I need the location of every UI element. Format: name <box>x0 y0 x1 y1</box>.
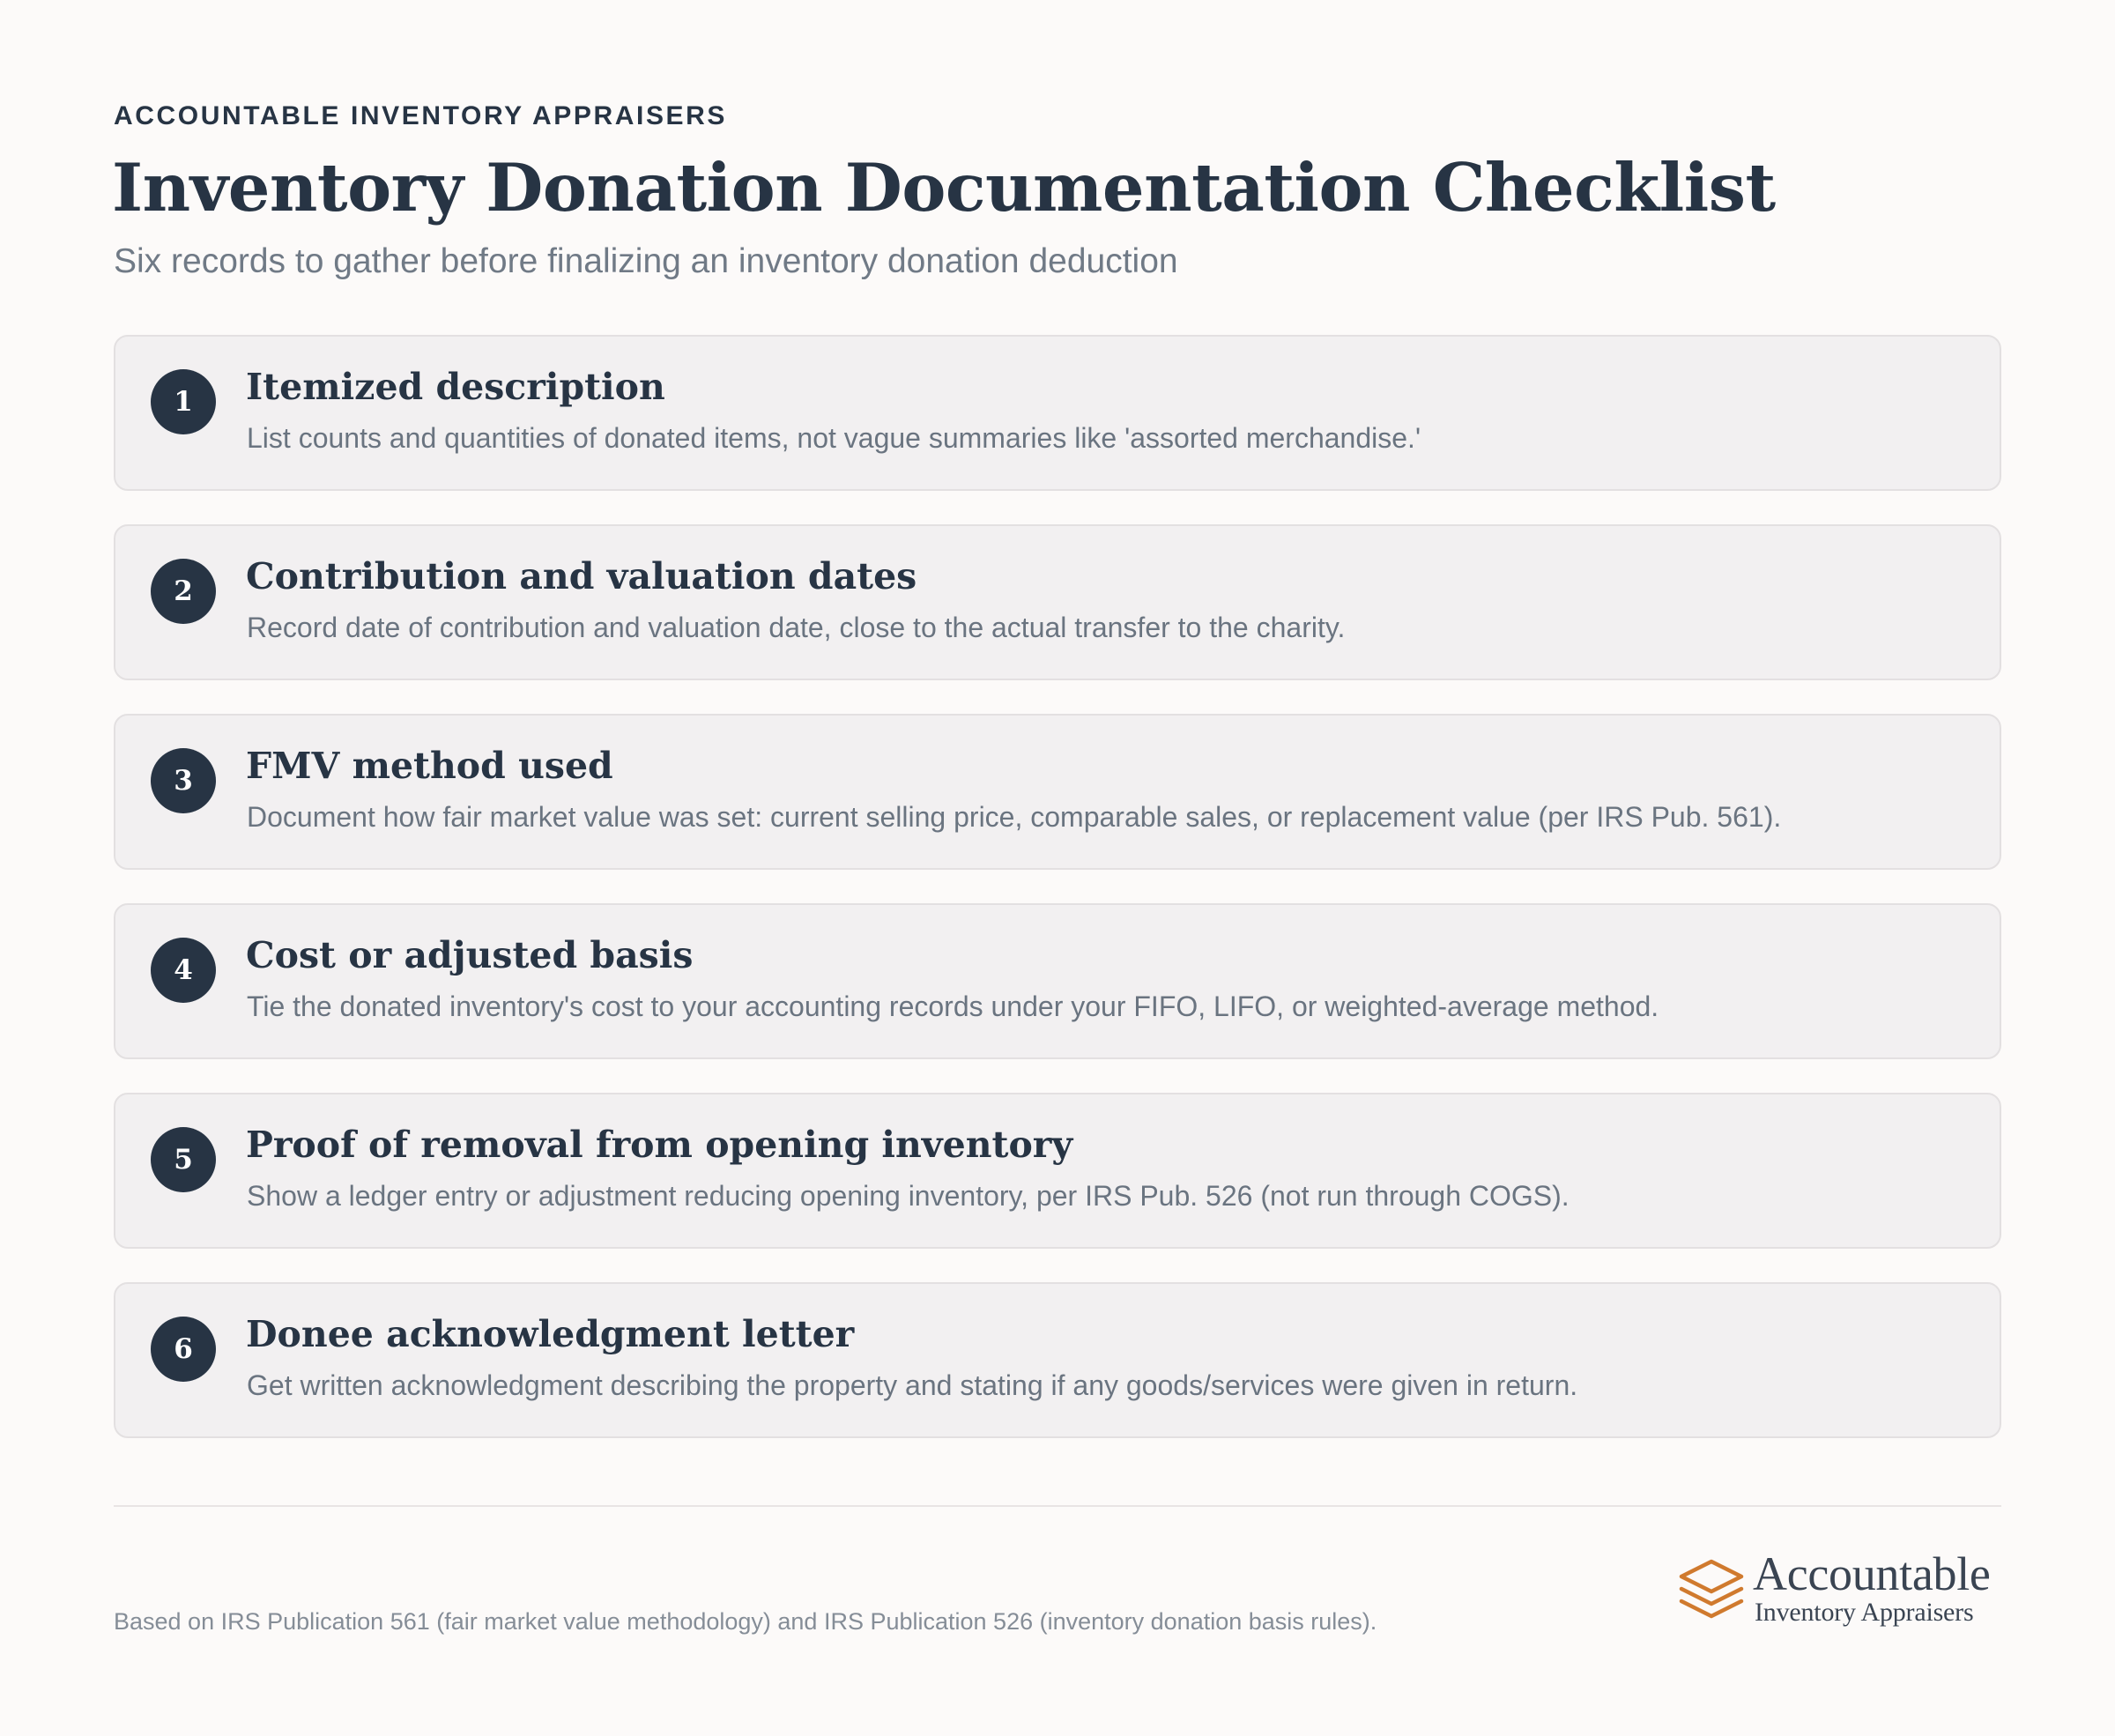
checklist-item-title: FMV method used <box>246 745 613 787</box>
checklist-item <box>114 714 2001 870</box>
footer-divider <box>114 1505 2001 1507</box>
step-number-badge: 4 <box>151 938 216 1003</box>
checklist-item-description: Show a ledger entry or adjustment reducing opening inventory, per IRS Pub. 526 (not run through COGS). <box>247 1180 1570 1212</box>
step-number-badge: 5 <box>151 1127 216 1192</box>
checklist-item <box>114 335 2001 491</box>
checklist-item-description: List counts and quantities of donated items, not vague summaries like 'assorted merchandise.' <box>247 422 1421 454</box>
page-title: Inventory Donation Documentation Checklist <box>112 149 1776 226</box>
logo-subtitle: Inventory Appraisers <box>1755 1598 1974 1627</box>
page-subtitle: Six records to gather before finalizing an inventory donation deduction <box>114 242 1178 280</box>
checklist-item-description: Tie the donated inventory's cost to your accounting records under your FIFO, LIFO, or weighted-average method. <box>247 990 1659 1022</box>
checklist <box>114 335 2001 1472</box>
page <box>114 0 2001 1736</box>
stacked-layers-icon <box>1677 1558 1746 1625</box>
logo-wordmark: Accountable <box>1753 1547 1991 1600</box>
checklist-item-title: Contribution and valuation dates <box>246 555 917 597</box>
step-number-badge: 3 <box>151 748 216 813</box>
checklist-item-title: Cost or adjusted basis <box>246 934 694 976</box>
eyebrow-label: ACCOUNTABLE INVENTORY APPRAISERS <box>114 101 728 130</box>
checklist-item-title: Proof of removal from opening inventory <box>246 1124 1073 1166</box>
checklist-item-description: Record date of contribution and valuation date, close to the actual transfer to the charity. <box>247 612 1346 643</box>
brand-logo <box>1677 1547 1994 1636</box>
checklist-item <box>114 903 2001 1059</box>
checklist-item <box>114 1093 2001 1249</box>
step-number-badge: 6 <box>151 1317 216 1382</box>
checklist-item-description: Document how fair market value was set: current selling price, comparable sales, or replacement value (per IRS Pub. 561). <box>247 801 1782 833</box>
step-number-badge: 2 <box>151 559 216 624</box>
checklist-item-description: Get written acknowledgment describing the property and stating if any goods/services were given in return. <box>247 1369 1578 1401</box>
checklist-item <box>114 524 2001 680</box>
checklist-item <box>114 1282 2001 1438</box>
source-footnote: Based on IRS Publication 561 (fair market value methodology) and IRS Publication 526 (inventory donation basis rules). <box>114 1608 1377 1635</box>
checklist-item-title: Donee acknowledgment letter <box>246 1313 855 1355</box>
checklist-item-title: Itemized description <box>246 366 665 408</box>
step-number-badge: 1 <box>151 369 216 434</box>
